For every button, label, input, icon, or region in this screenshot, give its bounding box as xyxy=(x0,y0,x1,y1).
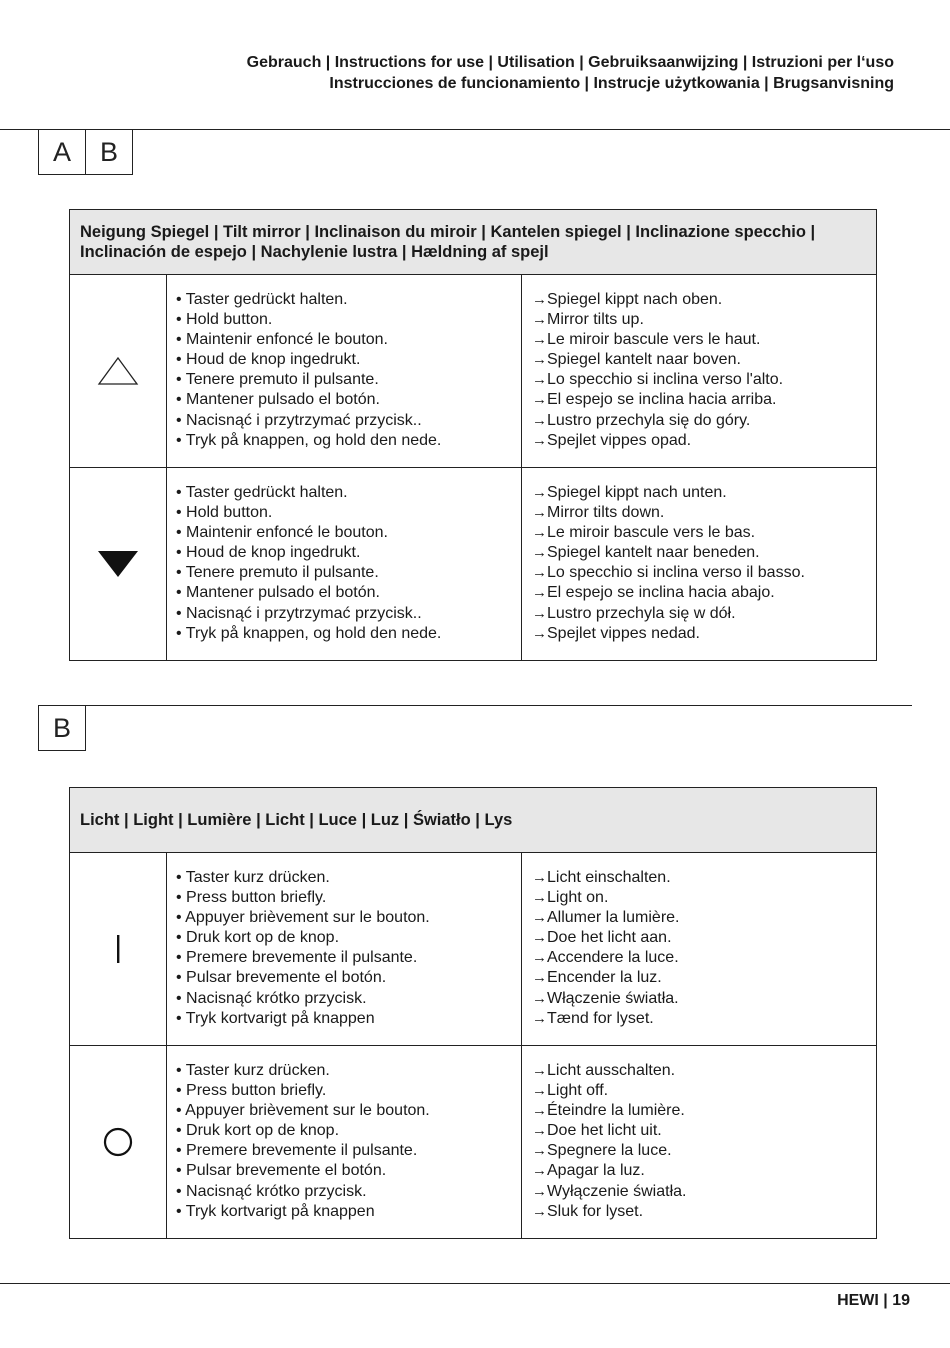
action-line: • Mantener pulsado el botón. xyxy=(176,391,380,409)
result-line: →Spegnere la luce. xyxy=(532,1141,876,1161)
result-cell xyxy=(522,468,876,660)
arrow-right-icon: → xyxy=(532,564,547,582)
result-line: →Sluk for lyset. xyxy=(532,1202,876,1222)
circle-outline-icon xyxy=(102,1126,134,1158)
result-line: →El espejo se inclina hacia arriba. xyxy=(532,390,876,410)
action-line: • Pulsar brevemente el botón. xyxy=(176,1162,387,1180)
arrow-right-icon: → xyxy=(532,969,547,987)
result-line: →Apagar la luz. xyxy=(532,1161,876,1181)
arrow-right-icon: → xyxy=(532,1082,547,1100)
action-line: • Nacisnąć krótko przycisk. xyxy=(176,1182,367,1200)
icon-cell xyxy=(70,853,167,1045)
triangle-up-outline-icon xyxy=(97,356,139,386)
action-line: • Taster kurz drücken. xyxy=(176,869,330,886)
arrow-right-icon: → xyxy=(532,411,547,429)
result-line: →Licht einschalten. xyxy=(532,868,876,888)
icon-cell xyxy=(70,275,167,467)
action-cell xyxy=(167,853,522,1045)
light-table xyxy=(69,787,877,1239)
action-line: • Premere brevemente il pulsante. xyxy=(176,1142,418,1160)
action-line: • Appuyer brièvement sur le bouton. xyxy=(176,1102,430,1120)
result-line: →Light off. xyxy=(532,1081,876,1101)
arrow-right-icon: → xyxy=(532,584,547,602)
section-tab-a: A xyxy=(52,136,71,167)
result-line: →Encender la luz. xyxy=(532,968,876,988)
result-line: →Spiegel kippt nach oben. xyxy=(532,290,876,310)
result-line: →Éteindre la lumière. xyxy=(532,1101,876,1121)
footer-divider xyxy=(0,1283,950,1284)
arrow-right-icon: → xyxy=(532,949,547,967)
arrow-right-icon: → xyxy=(532,371,547,389)
action-line: • Appuyer brièvement sur le bouton. xyxy=(176,909,430,927)
table-header xyxy=(70,210,876,275)
arrow-right-icon: → xyxy=(532,1142,547,1160)
action-line: • Hold button. xyxy=(176,311,273,329)
result-line: →Wyłączenie światła. xyxy=(532,1182,876,1202)
result-line: →Doe het licht aan. xyxy=(532,928,876,948)
action-line: • Tenere premuto il pulsante. xyxy=(176,371,379,389)
arrow-right-icon: → xyxy=(532,504,547,522)
action-line: • Tenere premuto il pulsante. xyxy=(176,564,379,582)
header-line-2: Instrucciones de funcionamiento | Instrucje użytkowania | Brugsanvisning xyxy=(329,75,894,92)
action-line: • Maintenir enfoncé le bouton. xyxy=(176,331,388,349)
section-tab-b: B xyxy=(52,712,71,743)
arrow-right-icon: → xyxy=(532,889,547,907)
arrow-right-icon: → xyxy=(532,624,547,642)
header-divider xyxy=(0,129,950,130)
result-line: →Spiegel kippt nach unten. xyxy=(532,483,876,503)
action-line: • Houd de knop ingedrukt. xyxy=(176,351,361,369)
arrow-right-icon: → xyxy=(532,484,547,501)
action-line: • Maintenir enfoncé le bouton. xyxy=(176,524,388,542)
action-line: • Taster gedrückt halten. xyxy=(176,291,348,308)
tilt-mirror-table xyxy=(69,209,877,661)
section-divider xyxy=(38,705,912,706)
action-line: • Houd de knop ingedrukt. xyxy=(176,544,361,562)
result-line: →Doe het licht uit. xyxy=(532,1121,876,1141)
arrow-right-icon: → xyxy=(532,1202,547,1220)
table-row xyxy=(70,275,876,467)
arrow-right-icon: → xyxy=(532,331,547,349)
light-table-title: Licht | Light | Lumière | Licht | Luce | Luz | Światło | Lys xyxy=(80,811,513,829)
arrow-right-icon: → xyxy=(532,291,547,308)
action-line: • Taster gedrückt halten. xyxy=(176,484,348,501)
action-line: • Press button briefly. xyxy=(176,889,327,907)
arrow-right-icon: → xyxy=(532,604,547,622)
action-line: • Premere brevemente il pulsante. xyxy=(176,949,418,967)
action-line: • Tryk kortvarigt på knappen xyxy=(176,1202,375,1220)
result-line: →Lo specchio si inclina verso il basso. xyxy=(532,563,876,583)
action-line: • Tryk på knappen, og hold den nede. xyxy=(176,624,442,642)
result-line: →Licht ausschalten. xyxy=(532,1061,876,1081)
arrow-right-icon: → xyxy=(532,524,547,542)
action-line: • Mantener pulsado el botón. xyxy=(176,584,380,602)
result-line: →Light on. xyxy=(532,888,876,908)
arrow-right-icon: → xyxy=(532,1009,547,1027)
action-cell xyxy=(167,275,522,467)
vertical-bar-icon xyxy=(113,934,123,964)
icon-cell xyxy=(70,468,167,660)
result-line: →Allumer la lumière. xyxy=(532,908,876,928)
header-line-1: Gebrauch | Instructions for use | Utilisation | Gebruiksaanwijzing | Istruzioni per l‘uso xyxy=(246,54,894,71)
action-line: • Tryk kortvarigt på knappen xyxy=(176,1009,375,1027)
arrow-right-icon: → xyxy=(532,351,547,369)
table-row xyxy=(70,853,876,1045)
arrow-right-icon: → xyxy=(532,1122,547,1140)
arrow-right-icon: → xyxy=(532,989,547,1007)
action-line: • Hold button. xyxy=(176,504,273,522)
result-line: →Spejlet vippes opad. xyxy=(532,431,876,451)
table-header xyxy=(70,788,876,853)
arrow-right-icon: → xyxy=(532,544,547,562)
result-line: →Le miroir bascule vers le haut. xyxy=(532,330,876,350)
triangle-down-filled-icon xyxy=(96,549,140,579)
table-row xyxy=(70,467,876,660)
table-row xyxy=(70,1045,876,1238)
action-line: • Druk kort op de knop. xyxy=(176,1122,340,1140)
result-line: →Tænd for lyset. xyxy=(532,1009,876,1029)
result-line: →Lustro przechyla się do góry. xyxy=(532,411,876,431)
section-tabs-ab xyxy=(38,129,133,175)
result-cell xyxy=(522,275,876,467)
arrow-right-icon: → xyxy=(532,391,547,409)
action-line: • Nacisnąć krótko przycisk. xyxy=(176,989,367,1007)
result-line: →Włączenie światła. xyxy=(532,989,876,1009)
arrow-right-icon: → xyxy=(532,1182,547,1200)
action-cell xyxy=(167,1046,522,1238)
action-line: • Nacisnąć i przytrzymać przycisk.. xyxy=(176,604,422,622)
result-cell xyxy=(522,853,876,1045)
section-tab-b: B xyxy=(85,130,132,174)
result-line: →Spiegel kantelt naar boven. xyxy=(532,350,876,370)
action-line: • Press button briefly. xyxy=(176,1082,327,1100)
arrow-right-icon: → xyxy=(532,869,547,886)
action-line: • Nacisnąć i przytrzymać przycisk.. xyxy=(176,411,422,429)
arrow-right-icon: → xyxy=(532,929,547,947)
result-line: →Le miroir bascule vers le bas. xyxy=(532,523,876,543)
action-cell xyxy=(167,468,522,660)
arrow-right-icon: → xyxy=(532,909,547,927)
action-line: • Tryk på knappen, og hold den nede. xyxy=(176,431,442,449)
document-header xyxy=(54,52,894,94)
arrow-right-icon: → xyxy=(532,431,547,449)
arrow-right-icon: → xyxy=(532,1062,547,1079)
tilt-table-title: Neigung Spiegel | Tilt mirror | Inclinaison du miroir | Kantelen spiegel | Inclinazione specchio | Inclinación de espejo | Nachylenie lustra | Hældning af spejl xyxy=(80,223,816,261)
result-line: →Mirror tilts up. xyxy=(532,310,876,330)
result-line: →Mirror tilts down. xyxy=(532,503,876,523)
result-line: →Accendere la luce. xyxy=(532,948,876,968)
section-tabs-b xyxy=(38,705,86,751)
result-line: →El espejo se inclina hacia abajo. xyxy=(532,583,876,603)
result-line: →Spejlet vippes nedad. xyxy=(532,624,876,644)
page-footer: HEWI | 19 xyxy=(837,1292,910,1309)
action-line: • Taster kurz drücken. xyxy=(176,1062,330,1079)
result-line: →Lo specchio si inclina verso l'alto. xyxy=(532,370,876,390)
icon-cell xyxy=(70,1046,167,1238)
action-line: • Druk kort op de knop. xyxy=(176,929,340,947)
arrow-right-icon: → xyxy=(532,1102,547,1120)
arrow-right-icon: → xyxy=(532,311,547,329)
result-line: →Spiegel kantelt naar beneden. xyxy=(532,543,876,563)
arrow-right-icon: → xyxy=(532,1162,547,1180)
result-cell xyxy=(522,1046,876,1238)
action-line: • Pulsar brevemente el botón. xyxy=(176,969,387,987)
result-line: →Lustro przechyla się w dół. xyxy=(532,604,876,624)
